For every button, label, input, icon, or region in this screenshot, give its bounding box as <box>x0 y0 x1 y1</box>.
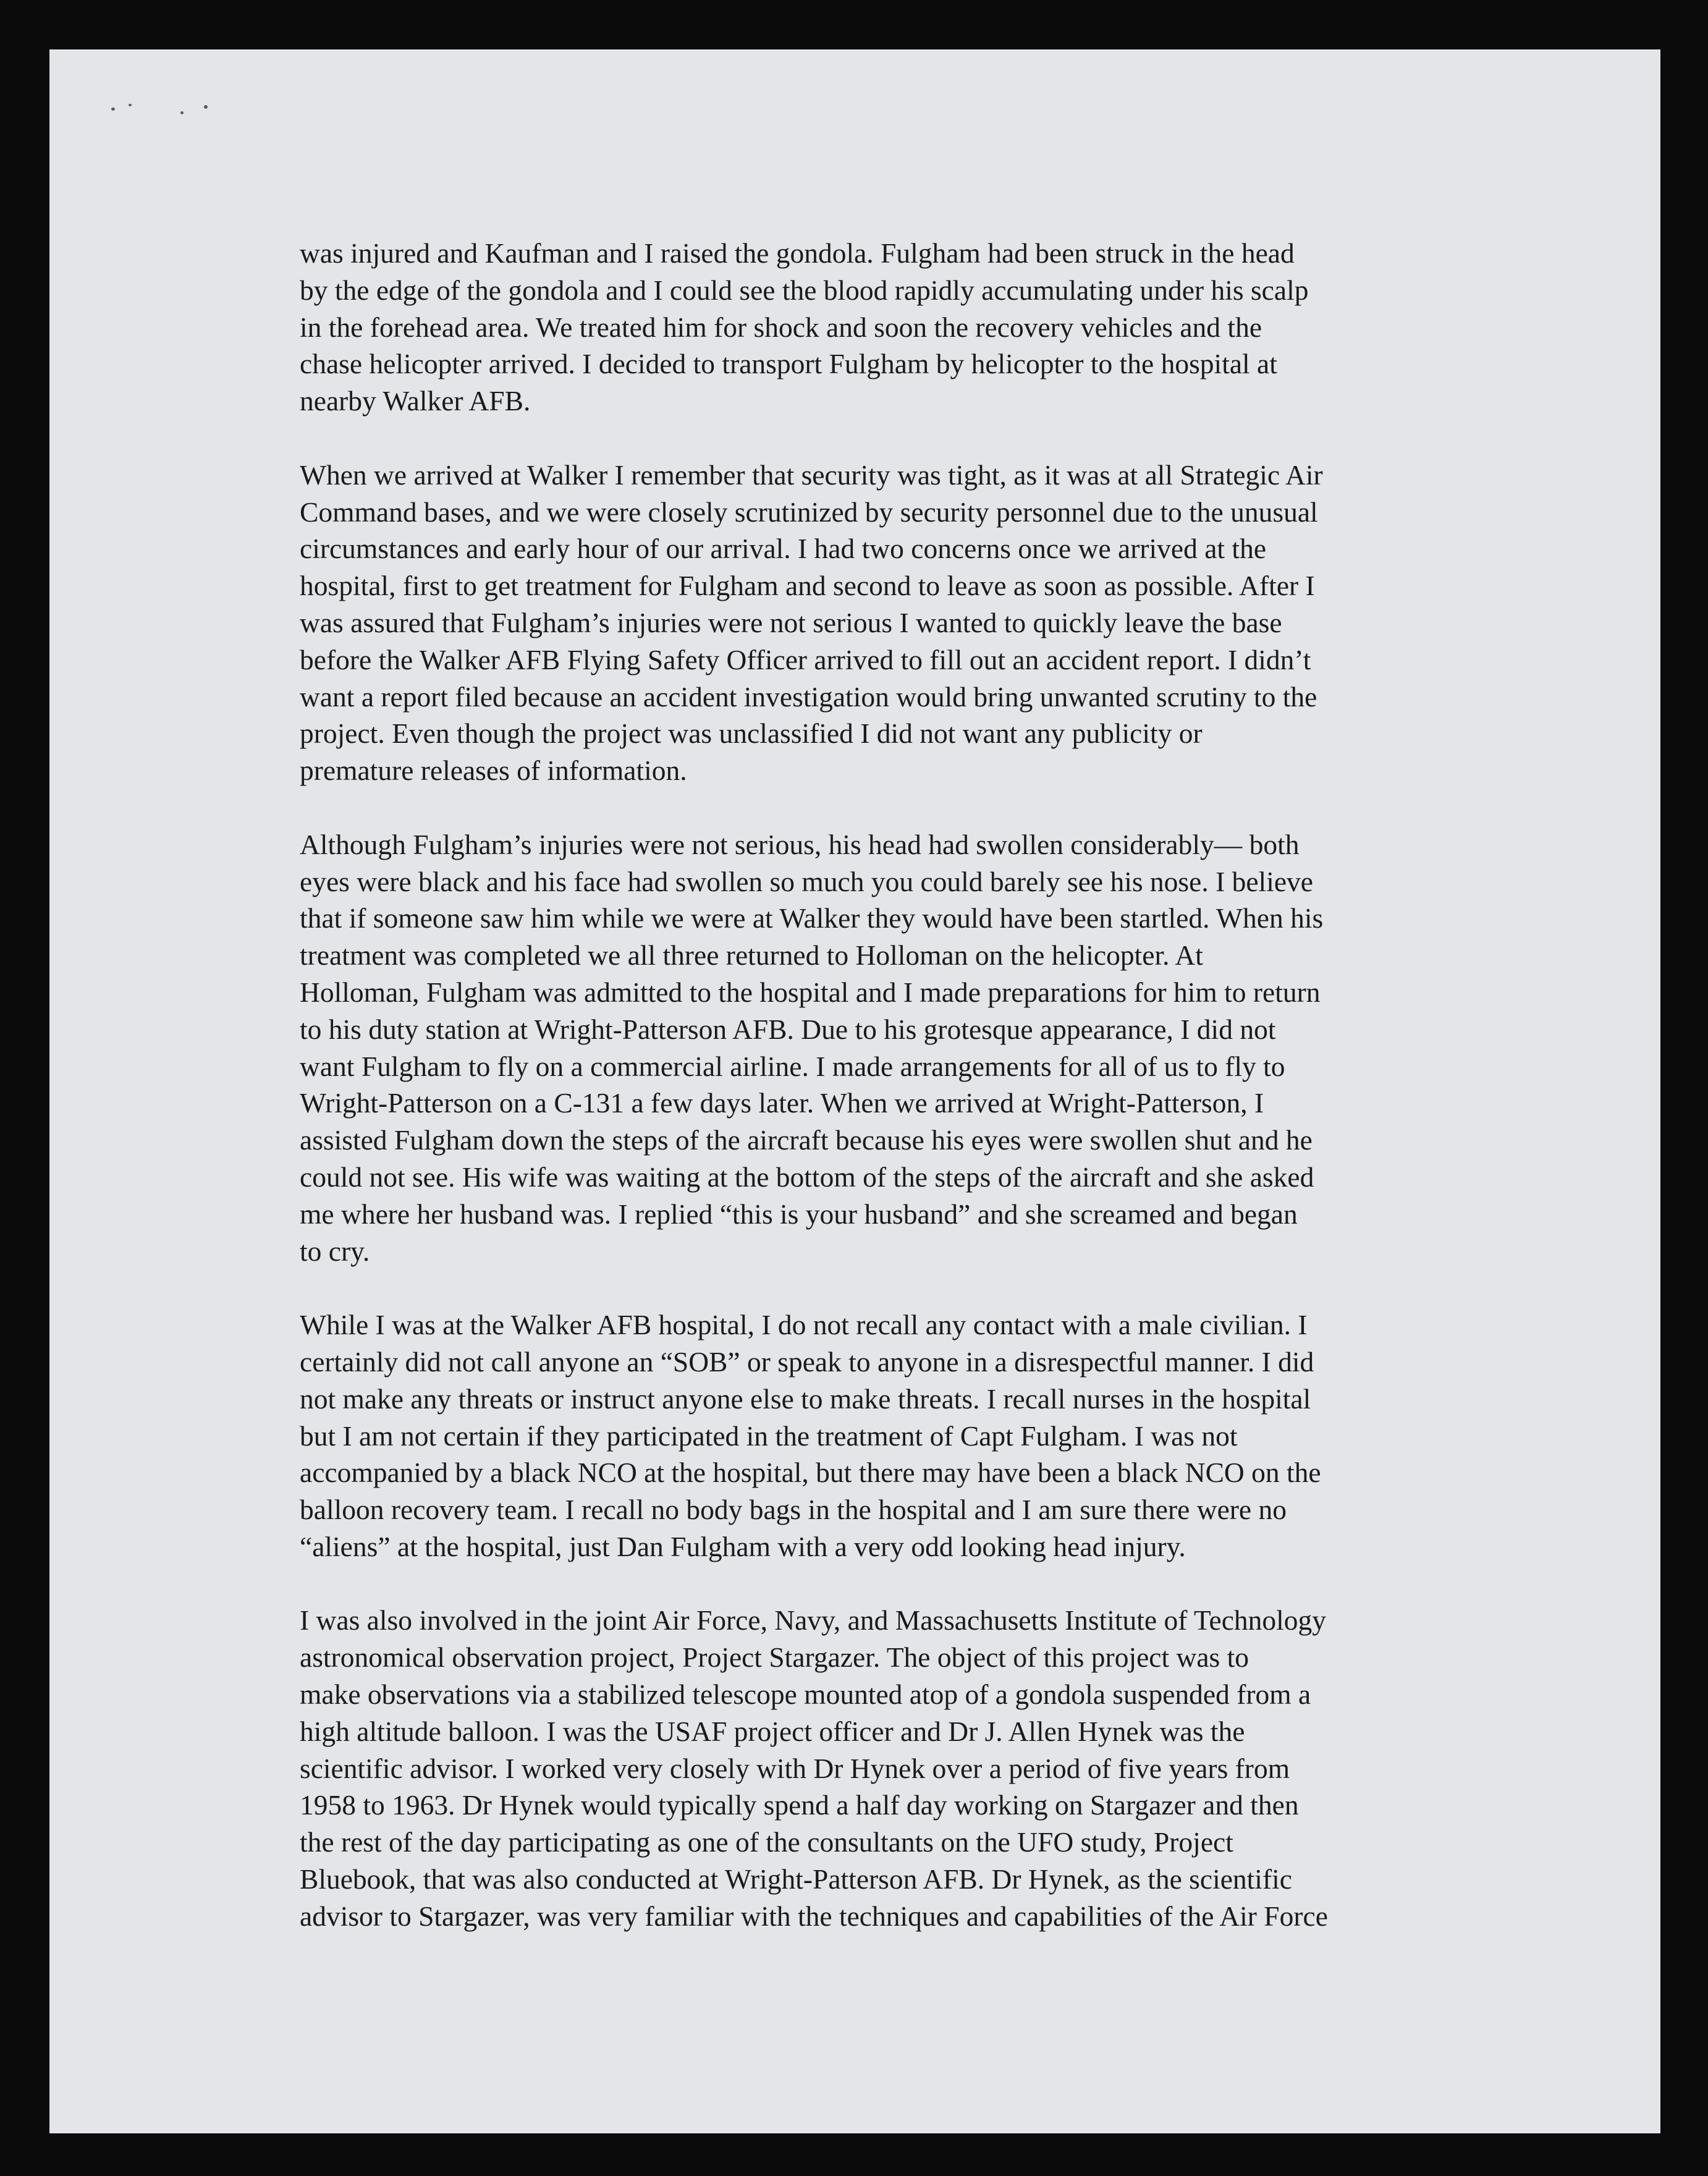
scan-speck <box>129 104 132 106</box>
text-line: chase helicopter arrived. I decided to transport Fulgham by helicopter to the hospital at <box>300 348 1277 380</box>
text-line: I was also involved in the joint Air Force, Navy, and Massachusetts Institute of Technology <box>300 1604 1327 1636</box>
text-line: want a report filed because an accident investigation would bring unwanted scrutiny to the <box>300 680 1317 713</box>
text-line: treatment was completed we all three returned to Holloman on the helicopter. At <box>300 939 1203 972</box>
text-line: high altitude balloon. I was the USAF project officer and Dr J. Allen Hynek was the <box>300 1715 1245 1747</box>
text-line: that if someone saw him while we were at Walker they would have been startled. When his <box>300 902 1324 934</box>
text-line: to cry. <box>300 1235 370 1267</box>
text-line: circumstances and early hour of our arrival. I had two concerns once we arrived at the <box>300 533 1267 565</box>
paragraph-5 <box>300 1602 1495 1934</box>
paragraph-3 <box>300 826 1495 1270</box>
text-line: want Fulgham to fly on a commercial airline. I made arrangements for all of us to fly to <box>300 1050 1285 1082</box>
text-line: scientific advisor. I worked very closely with Dr Hynek over a period of five years from <box>300 1752 1290 1784</box>
paragraph-1 <box>300 235 1495 420</box>
text-line: Holloman, Fulgham was admitted to the hospital and I made preparations for him to return <box>300 976 1321 1008</box>
text-line: the rest of the day participating as one of the consultants on the UFO study, Project <box>300 1826 1233 1858</box>
document-page <box>49 49 1660 2133</box>
text-line: balloon recovery team. I recall no body bags in the hospital and I am sure there were no <box>300 1494 1287 1526</box>
paragraph-2 <box>300 457 1495 789</box>
text-line: astronomical observation project, Project Stargazer. The object of this project was to <box>300 1641 1249 1674</box>
text-line: premature releases of information. <box>300 755 687 787</box>
text-line: not make any threats or instruct anyone else to make threats. I recall nurses in the hospital <box>300 1382 1311 1415</box>
text-line: Although Fulgham’s injuries were not serious, his head had swollen considerably— both <box>300 828 1300 860</box>
text-line: make observations via a stabilized telescope mounted atop of a gondola suspended from a <box>300 1679 1311 1711</box>
scan-speck <box>111 108 115 111</box>
text-line: by the edge of the gondola and I could see the blood rapidly accumulating under his scalp <box>300 274 1309 306</box>
scan-speck <box>204 105 208 109</box>
text-line: certainly did not call anyone an “SOB” or speak to anyone in a disrespectful manner. I did <box>300 1345 1314 1378</box>
text-line: Bluebook, that was also conducted at Wright-Patterson AFB. Dr Hynek, as the scientific <box>300 1863 1292 1895</box>
text-line: hospital, first to get treatment for Fulgham and second to leave as soon as possible. After I <box>300 570 1315 602</box>
text-line: “aliens” at the hospital, just Dan Fulgham with a very odd looking head injury. <box>300 1530 1186 1562</box>
text-line: but I am not certain if they participated in the treatment of Capt Fulgham. I was not <box>300 1420 1238 1452</box>
text-line: in the forehead area. We treated him for shock and soon the recovery vehicles and the <box>300 311 1262 343</box>
text-line: When we arrived at Walker I remember that security was tight, as it was at all Strategic Air <box>300 459 1323 491</box>
text-line: me where her husband was. I replied “this is your husband” and she screamed and began <box>300 1198 1298 1230</box>
text-line: 1958 to 1963. Dr Hynek would typically spend a half day working on Stargazer and then <box>300 1789 1299 1821</box>
scan-specks <box>111 99 272 124</box>
text-line: project. Even though the project was unclassified I did not want any publicity or <box>300 718 1203 750</box>
scan-speck <box>180 111 184 114</box>
text-line: While I was at the Walker AFB hospital, I do not recall any contact with a male civilian. I <box>300 1309 1308 1341</box>
text-line: to his duty station at Wright-Patterson AFB. Due to his grotesque appearance, I did not <box>300 1013 1276 1045</box>
paragraph-4 <box>300 1306 1495 1565</box>
text-line: was injured and Kaufman and I raised the gondola. Fulgham had been struck in the head <box>300 237 1295 269</box>
text-line: was assured that Fulgham’s injuries were not serious I wanted to quickly leave the base <box>300 606 1282 638</box>
text-line: eyes were black and his face had swollen so much you could barely see his nose. I believe <box>300 865 1313 897</box>
body-text <box>300 235 1495 1971</box>
text-line: advisor to Stargazer, was very familiar with the techniques and capabilities of the Air Force <box>300 1900 1328 1932</box>
text-line: nearby Walker AFB. <box>300 385 531 417</box>
text-line: accompanied by a black NCO at the hospital, but there may have been a black NCO on the <box>300 1457 1321 1489</box>
text-line: could not see. His wife was waiting at the bottom of the steps of the aircraft and she asked <box>300 1161 1314 1193</box>
text-line: before the Walker AFB Flying Safety Officer arrived to fill out an accident report. I didn’t <box>300 643 1311 675</box>
text-line: Wright-Patterson on a C-131 a few days later. When we arrived at Wright-Patterson, I <box>300 1087 1264 1119</box>
text-line: assisted Fulgham down the steps of the aircraft because his eyes were swollen shut and he <box>300 1124 1313 1156</box>
text-line: Command bases, and we were closely scrutinized by security personnel due to the unusual <box>300 496 1318 528</box>
